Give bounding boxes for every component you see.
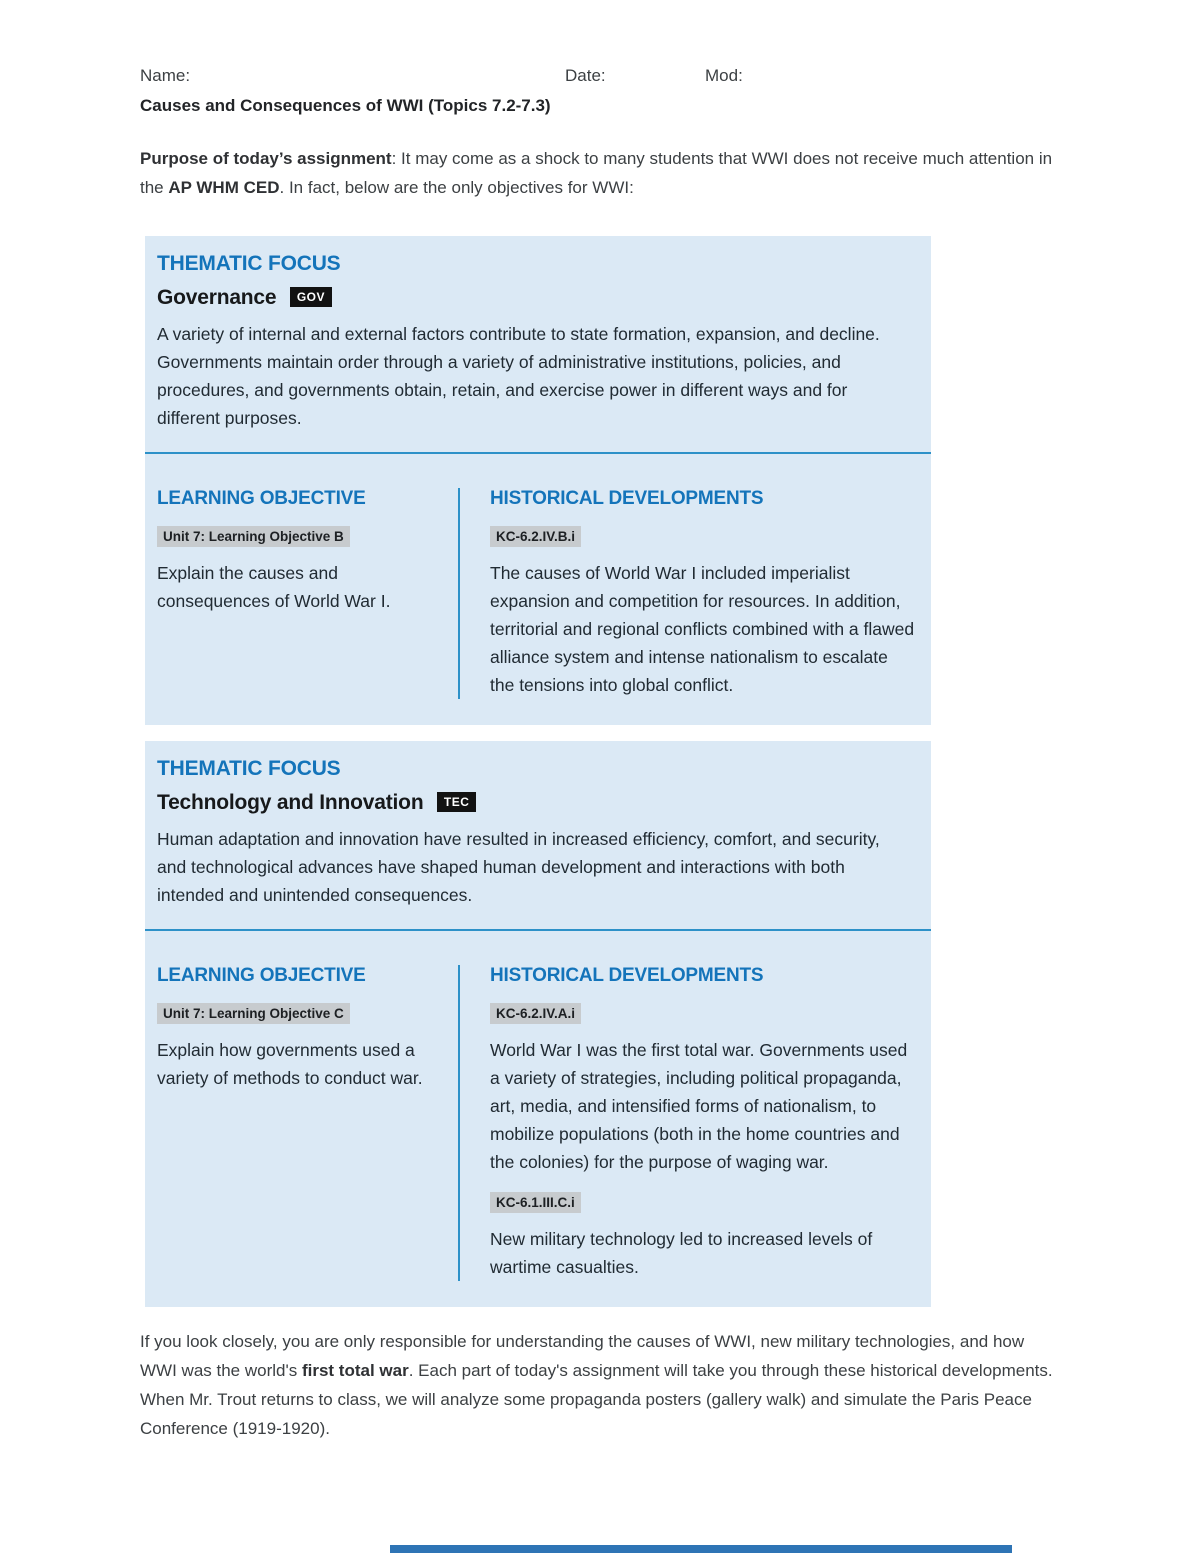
mod-label: Mod: — [705, 66, 743, 85]
gov-badge: GOV — [290, 287, 332, 307]
purpose-text-1: : It may come as a shock to many students that WWI does not receive much attention in the — [140, 149, 1053, 197]
theme-name: Governance — [157, 286, 277, 309]
closing-bold-total-war: first total war — [301, 1361, 409, 1380]
purpose-bold-ced: AP WHM CED — [168, 178, 280, 197]
theme-name: Technology and Innovation — [157, 791, 424, 814]
kc-tag: KC-6.2.IV.A.i — [490, 1003, 581, 1024]
kc-tag: KC-6.1.III.C.i — [490, 1192, 581, 1213]
objective-columns — [145, 454, 931, 725]
learning-objective-text: Explain how governments used a variety of methods to conduct war. — [157, 1040, 423, 1088]
learning-objective-column — [157, 488, 458, 699]
bottom-blue-bar — [390, 1545, 1012, 1553]
kc-tag: KC-6.2.IV.B.i — [490, 526, 581, 547]
learning-objective-text: Explain the causes and consequences of World War I. — [157, 563, 391, 611]
historical-developments-heading: HISTORICAL DEVELOPMENTS — [490, 488, 764, 509]
learning-objective-tag: Unit 7: Learning Objective C — [157, 1003, 350, 1024]
historical-development-item — [490, 526, 917, 699]
ced-block-technology — [145, 741, 931, 1307]
theme-description: Human adaptation and innovation have resulted in increased efficiency, comfort, and security, and technological advances have shaped human development and interactions with both intended and unintended consequences. — [157, 829, 880, 905]
historical-developments-column — [460, 488, 931, 699]
thematic-focus-heading: THEMATIC FOCUS — [157, 757, 341, 780]
learning-objective-heading: LEARNING OBJECTIVE — [157, 965, 366, 986]
thematic-focus-section — [145, 741, 931, 929]
historical-developments-heading: HISTORICAL DEVELOPMENTS — [490, 965, 764, 986]
purpose-paragraph — [140, 144, 1055, 202]
theme-description: A variety of internal and external factors contribute to state formation, expansion, and decline. Governments maintain order through a variety of administrative institutions, policies, and procedures, and governments obtain, retain, and exercise power in different ways and for different purposes. — [157, 324, 880, 428]
theme-row — [157, 286, 911, 310]
objective-columns — [145, 931, 931, 1307]
historical-development-item — [490, 1003, 917, 1176]
purpose-text-2: . In fact, below are the only objectives for WWI: — [279, 178, 634, 197]
learning-objective-column — [157, 965, 458, 1281]
thematic-focus-heading: THEMATIC FOCUS — [157, 252, 341, 275]
doc-title: Causes and Consequences of WWI (Topics 7.2-7.3) — [140, 96, 551, 115]
ced-block-governance — [145, 236, 931, 725]
historical-development-item — [490, 1192, 917, 1281]
name-label: Name: — [140, 66, 191, 85]
closing-text-2: . Each part of today's assignment will take you through these historical developments. When Mr. Trout returns to class, we will analyze some propaganda posters (gallery walk) and simulate the Paris Peace Conference (1919-1920). — [140, 1361, 1053, 1438]
historical-developments-column — [460, 965, 931, 1281]
closing-paragraph — [140, 1327, 1055, 1443]
kc-text: World War I was the first total war. Governments used a variety of strategies, including political propaganda, art, media, and intensified forms of nationalism, to mobilize populations (both in the home countries and the colonies) for the purpose of waging war. — [490, 1040, 908, 1172]
learning-objective-heading: LEARNING OBJECTIVE — [157, 488, 366, 509]
closing-text-1: If you look closely, you are only responsible for understanding the causes of WWI, new military technologies, and how WWI was the world's — [140, 1332, 1025, 1380]
date-label: Date: — [565, 66, 606, 85]
learning-objective-tag: Unit 7: Learning Objective B — [157, 526, 350, 547]
kc-text: The causes of World War I included imperialist expansion and competition for resources. In addition, territorial and regional conflicts combined with a flawed alliance system and intense nationalism to escalate the tensions into global conflict. — [490, 563, 915, 695]
doc-header — [140, 66, 1052, 92]
tec-badge: TEC — [437, 792, 477, 812]
kc-text: New military technology led to increased levels of wartime casualties. — [490, 1229, 873, 1277]
purpose-label: Purpose of today’s assignment — [140, 149, 392, 168]
thematic-focus-section — [145, 236, 931, 452]
theme-row — [157, 791, 911, 815]
